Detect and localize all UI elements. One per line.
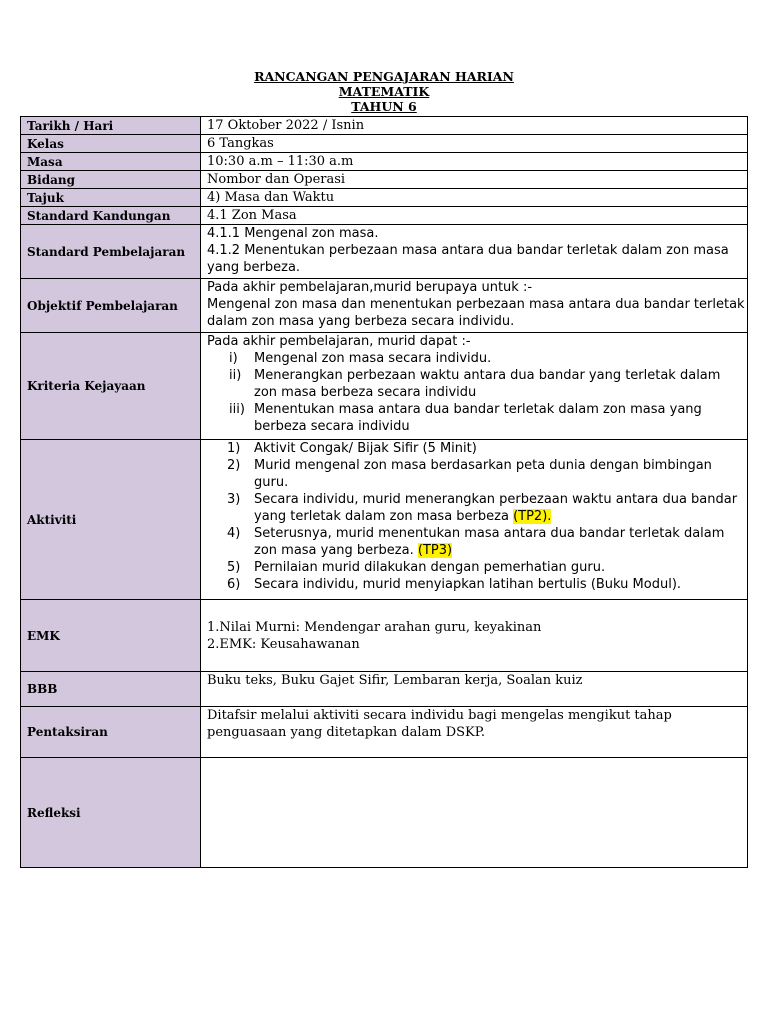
lesson-plan-table [20, 116, 748, 868]
value-tajuk: 4) Masa dan Waktu [201, 189, 748, 207]
label-emk: EMK [21, 600, 201, 672]
value-tarikh: 17 Oktober 2022 / Isnin [201, 117, 748, 135]
list-item-number: ii) [229, 368, 242, 383]
list-item [207, 350, 747, 367]
value-aktiviti [201, 440, 748, 600]
list-item-text [254, 525, 747, 559]
value-standard-pembelajaran [201, 225, 748, 279]
list-item-number: 6) [227, 577, 241, 592]
label-tajuk: Tajuk [21, 189, 201, 207]
row-aktiviti [21, 440, 748, 600]
row-masa [21, 153, 748, 171]
title-line-3: TAHUN 6 [351, 99, 417, 114]
list-item-number: 5) [227, 560, 241, 575]
label-standard-pembelajaran: Standard Pembelajaran [21, 225, 201, 279]
label-standard-kandungan: Standard Kandungan [21, 207, 201, 225]
list-item-number: 4) [227, 526, 241, 541]
document-title [0, 69, 768, 114]
row-tajuk [21, 189, 748, 207]
row-tarikh [21, 117, 748, 135]
label-aktiviti: Aktiviti [21, 440, 201, 600]
row-bbb [21, 672, 748, 707]
label-kriteria: Kriteria Kejayaan [21, 333, 201, 440]
list-item-text: Aktivit Congak/ Bijak Sifir (5 Minit) [254, 441, 477, 456]
emk-line-1: 1.Nilai Murni: Mendengar arahan guru, keyakinan [207, 619, 542, 635]
sp-line-2: 4.1.2 Menentukan perbezaan masa antara dua bandar terletak dalam zon masa yang berbeza. [207, 243, 729, 275]
row-kriteria [21, 333, 748, 440]
label-masa: Masa [21, 153, 201, 171]
label-refleksi: Refleksi [21, 758, 201, 868]
value-refleksi[interactable] [201, 758, 748, 868]
value-emk [201, 600, 748, 672]
row-pentaksiran [21, 707, 748, 758]
title-line-2: MATEMATIK [338, 84, 430, 99]
list-item [207, 401, 747, 435]
activity-text: Seterusnya, murid menentukan masa antara dua bandar terletak dalam zon masa yang berbeza. [254, 526, 725, 558]
list-item [207, 367, 747, 401]
row-emk [21, 600, 748, 672]
row-objektif [21, 279, 748, 333]
list-item-number: i) [229, 351, 238, 366]
sp-line-1: 4.1.1 Mengenal zon masa. [207, 226, 379, 241]
value-bidang: Nombor dan Operasi [201, 171, 748, 189]
value-standard-kandungan: 4.1 Zon Masa [201, 207, 748, 225]
list-item-number: 1) [227, 441, 241, 456]
label-bidang: Bidang [21, 171, 201, 189]
list-item [207, 440, 747, 457]
label-tarikh: Tarikh / Hari [21, 117, 201, 135]
value-bbb: Buku teks, Buku Gajet Sifir, Lembaran kerja, Soalan kuiz [201, 672, 748, 707]
list-item [207, 559, 747, 576]
list-item-number: iii) [229, 402, 245, 417]
list-item-text: Mengenal zon masa secara individu. [254, 351, 492, 366]
row-standard-pembelajaran [21, 225, 748, 279]
list-item-text: Secara individu, murid menyiapkan latihan bertulis (Buku Modul). [254, 577, 682, 592]
list-item [207, 457, 747, 491]
label-kelas: Kelas [21, 135, 201, 153]
value-kriteria [201, 333, 748, 440]
objektif-line-2: Mengenal zon masa dan menentukan perbezaan masa antara dua bandar terletak dalam zon masa yang berbeza secara individu. [207, 297, 745, 329]
label-objektif: Objektif Pembelajaran [21, 279, 201, 333]
list-item-number: 3) [227, 492, 241, 507]
list-item-text [254, 491, 747, 525]
list-item [207, 576, 747, 593]
list-item-text: Menerangkan perbezaan waktu antara dua bandar yang terletak dalam zon masa berbeza secara individu [254, 368, 721, 400]
row-standard-kandungan [21, 207, 748, 225]
tp-highlight: (TP2). [513, 509, 552, 524]
objektif-line-1: Pada akhir pembelajaran,murid berupaya untuk :- [207, 280, 533, 295]
title-line-1: RANCANGAN PENGAJARAN HARIAN [254, 69, 514, 84]
emk-line-2: 2.EMK: Keusahawanan [207, 636, 360, 652]
tp-highlight: (TP3) [417, 543, 453, 558]
kriteria-intro: Pada akhir pembelajaran, murid dapat :- [207, 334, 471, 349]
list-item [207, 491, 747, 525]
value-masa: 10:30 a.m – 11:30 a.m [201, 153, 748, 171]
list-item-number: 2) [227, 458, 241, 473]
list-item-text: Menentukan masa antara dua bandar terletak dalam zon masa yang berbeza secara individu [254, 402, 702, 434]
value-kelas: 6 Tangkas [201, 135, 748, 153]
value-objektif [201, 279, 748, 333]
label-pentaksiran: Pentaksiran [21, 707, 201, 758]
row-bidang [21, 171, 748, 189]
list-item [207, 525, 747, 559]
activity-text: Secara individu, murid menerangkan perbezaan waktu antara dua bandar yang terletak dalam zon masa berbeza [254, 492, 738, 524]
row-kelas [21, 135, 748, 153]
list-item-text: Pernilaian murid dilakukan dengan pemerhatian guru. [254, 560, 606, 575]
list-item-text: Murid mengenal zon masa berdasarkan peta dunia dengan bimbingan guru. [254, 458, 712, 490]
row-refleksi [21, 758, 748, 868]
value-pentaksiran: Ditafsir melalui aktiviti secara individu bagi mengelas mengikut tahap penguasaan yang ditetapkan dalam DSKP. [201, 707, 748, 758]
label-bbb: BBB [21, 672, 201, 707]
